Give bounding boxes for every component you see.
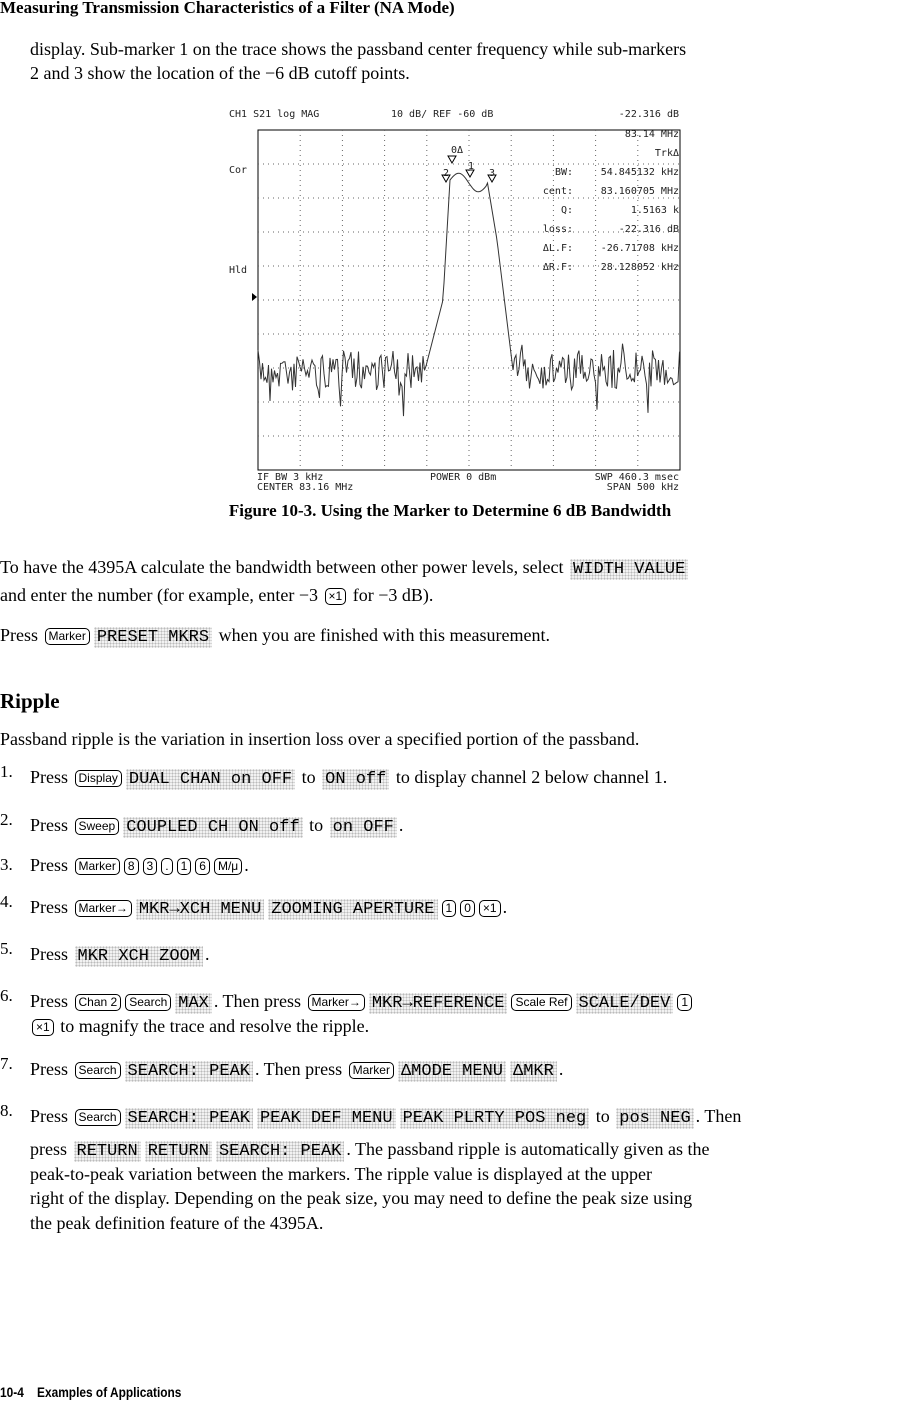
text: Press [30, 815, 73, 835]
readout-value: 54.845132 kHz [600, 167, 679, 178]
step-line [30, 897, 507, 920]
trace-plot [225, 105, 685, 495]
text: to [304, 815, 328, 835]
softkey: ON off [322, 769, 389, 790]
softkey: RETURN [145, 1141, 212, 1162]
page-header-title: Measuring Transmission Characteristics of a Filter (NA Mode) [0, 0, 455, 17]
page-number: 10-4 [0, 1384, 24, 1400]
softkey: ZOOMING APERTURE [268, 899, 437, 920]
step-line [30, 991, 694, 1014]
hardkey: Marker [349, 1062, 394, 1079]
hld-label: Hld [229, 265, 248, 276]
text: press [30, 1139, 72, 1159]
hardkey: 6 [195, 858, 210, 875]
softkey: ΔMODE MENU [398, 1061, 506, 1082]
readout-label: loss: [542, 224, 573, 235]
hardkey: 1 [677, 994, 692, 1011]
text: to display channel 2 below channel 1. [391, 767, 668, 787]
text: peak-to-peak variation between the markers. The ripple value is displayed at the upper [30, 1164, 652, 1184]
text: Press [30, 1059, 73, 1079]
step-line [30, 1016, 369, 1037]
step-line [30, 1164, 652, 1185]
step-number: 4. [0, 892, 13, 911]
text: when you are finished with this measurement. [214, 625, 550, 645]
hardkey: Marker [45, 628, 90, 645]
intro-line: display. Sub-marker 1 on the trace shows the passband center frequency while sub-markers [30, 39, 687, 59]
page-footer [0, 1384, 181, 1400]
section-heading-ripple: Ripple [0, 689, 60, 713]
softkey: SEARCH: PEAK [125, 1061, 253, 1082]
softkey: SEARCH: PEAK [216, 1141, 344, 1162]
marker-triangle-icon [448, 156, 456, 163]
readout-value: -26.71708 kHz [600, 243, 679, 254]
span: SPAN 500 kHz [606, 482, 679, 493]
softkey: PRESET MKRS [94, 627, 212, 648]
tracking-indicator: TrkΔ [654, 148, 679, 159]
readout-label: BW: [554, 167, 573, 178]
hardkey: Marker→ [308, 994, 365, 1011]
text: Press [30, 767, 73, 787]
step-line [30, 1188, 692, 1209]
softkey: WIDTH VALUE [570, 559, 688, 580]
text: . Then press [254, 1059, 347, 1079]
marker-label-3: 3 [489, 168, 496, 179]
softkey: DUAL CHAN on OFF [126, 769, 295, 790]
cor-label: Cor [229, 165, 248, 176]
softkey: SCALE/DEV [576, 993, 674, 1014]
step-number: 8. [0, 1101, 13, 1120]
analyzer-screen-figure [225, 105, 685, 495]
text: for −3 dB). [348, 585, 434, 605]
readout-value: 28.128052 kHz [600, 262, 679, 273]
step-number: 2. [0, 810, 13, 829]
readout-value: 83.160705 MHz [600, 186, 679, 197]
text: Press [0, 625, 43, 645]
softkey: MKR XCH ZOOM [75, 946, 203, 967]
hardkey: 0 [460, 900, 475, 917]
step-line [30, 1106, 741, 1129]
marker-label-2: 2 [443, 168, 450, 179]
step-line [30, 944, 209, 967]
readout-label: ΔR.F: [542, 262, 573, 273]
text: . [398, 815, 404, 835]
hardkey: 3 [143, 858, 158, 875]
step-number: 1. [0, 762, 13, 781]
text: Press [30, 991, 73, 1011]
intro-line: 2 and 3 show the location of the −6 dB cutoff points. [30, 63, 410, 83]
text: Press [30, 1106, 73, 1126]
text: . The passband ripple is automatically given as the [346, 1139, 710, 1159]
paragraph-line [0, 585, 433, 606]
softkey: COUPLED CH ON off [123, 817, 302, 838]
figure-caption: Figure 10-3. Using the Marker to Determine 6 dB Bandwidth [228, 501, 672, 520]
hardkey: 8 [124, 858, 139, 875]
text: . Then [695, 1106, 742, 1126]
marker-label-0: 0Δ [451, 145, 464, 156]
softkey: PEAK DEF MENU [257, 1108, 396, 1129]
softkey: MKR→REFERENCE [369, 993, 508, 1014]
softkey: RETURN [74, 1141, 141, 1162]
readout-value: -22.316 dB [618, 224, 679, 235]
readout-value: 1.5163 k [630, 205, 679, 216]
if-bandwidth: IF BW 3 kHz [257, 472, 324, 483]
step-line [30, 1213, 323, 1234]
hardkey: 1 [177, 858, 192, 875]
text: . [244, 855, 249, 875]
step-line [30, 767, 667, 790]
softkey: ΔMKR [510, 1061, 557, 1082]
marker-value: -22.316 dB [618, 109, 679, 120]
reference-pointer-icon [252, 293, 257, 301]
hardkey: M/μ [214, 858, 242, 875]
softkey: on OFF [330, 817, 397, 838]
hardkey: Search [75, 1062, 121, 1079]
text: . Then press [213, 991, 306, 1011]
step-line [30, 815, 403, 838]
hardkey: Display [75, 770, 122, 787]
hardkey: ×1 [32, 1019, 54, 1036]
power-level: POWER 0 dBm [430, 472, 497, 483]
step-number: 6. [0, 986, 13, 1005]
hardkey: Marker→ [75, 900, 132, 917]
footer-section: Examples of Applications [37, 1384, 182, 1400]
ripple-intro: Passband ripple is the variation in insertion loss over a specified portion of the passband. [0, 729, 640, 749]
scale-info: 10 dB/ REF -60 dB [391, 109, 494, 120]
text: to magnify the trace and resolve the ripple. [55, 1016, 370, 1036]
readout-label: ΔL.F: [542, 243, 573, 254]
hardkey: Search [75, 1109, 121, 1126]
text: To have the 4395A calculate the bandwidth between other power levels, select [0, 557, 569, 577]
softkey: MKR→XCH MENU [136, 899, 264, 920]
text: to [297, 767, 321, 787]
text: Press [30, 944, 73, 964]
readout-label: cent: [542, 186, 573, 197]
step-line [30, 1139, 709, 1162]
text: Press [30, 855, 73, 875]
hardkey: Scale Ref [511, 994, 571, 1011]
hardkey: Marker [75, 858, 120, 875]
step-line [30, 1059, 563, 1082]
text: . [502, 897, 508, 917]
softkey: MAX [175, 993, 212, 1014]
step-line [30, 855, 249, 876]
hardkey: 1 [442, 900, 457, 917]
marker-frequency: 83.14 MHz [624, 129, 679, 140]
hardkey: ×1 [325, 588, 347, 605]
text: right of the display. Depending on the peak size, you may need to define the peak size using [30, 1188, 693, 1208]
readout-label: Q: [560, 205, 573, 216]
paragraph-line [0, 557, 690, 580]
text: and enter the number (for example, enter −3 [0, 585, 323, 605]
softkey: PEAK PLRTY POS neg [400, 1108, 590, 1129]
hardkey: Chan 2 [75, 994, 122, 1011]
text: . [204, 944, 210, 964]
softkey: SEARCH: PEAK [125, 1108, 253, 1129]
text: to [591, 1106, 615, 1126]
hardkey: Search [125, 994, 171, 1011]
step-number: 5. [0, 939, 13, 958]
center-frequency: CENTER 83.16 MHz [257, 482, 354, 493]
marker-label-1: 1 [468, 161, 475, 172]
sweep-time: SWP 460.3 msec [594, 472, 679, 483]
text: the peak definition feature of the 4395A. [30, 1213, 324, 1233]
hardkey: . [161, 858, 172, 875]
s21-trace [258, 173, 680, 416]
hardkey: Sweep [75, 818, 120, 835]
hardkey: ×1 [479, 900, 501, 917]
step-number: 7. [0, 1054, 13, 1073]
paragraph-line [0, 625, 550, 648]
channel-info: CH1 S21 log MAG [229, 109, 320, 120]
text: . [558, 1059, 564, 1079]
step-number: 3. [0, 855, 13, 874]
text: Press [30, 897, 73, 917]
softkey: pos NEG [616, 1108, 693, 1129]
intro-paragraph [30, 37, 686, 85]
